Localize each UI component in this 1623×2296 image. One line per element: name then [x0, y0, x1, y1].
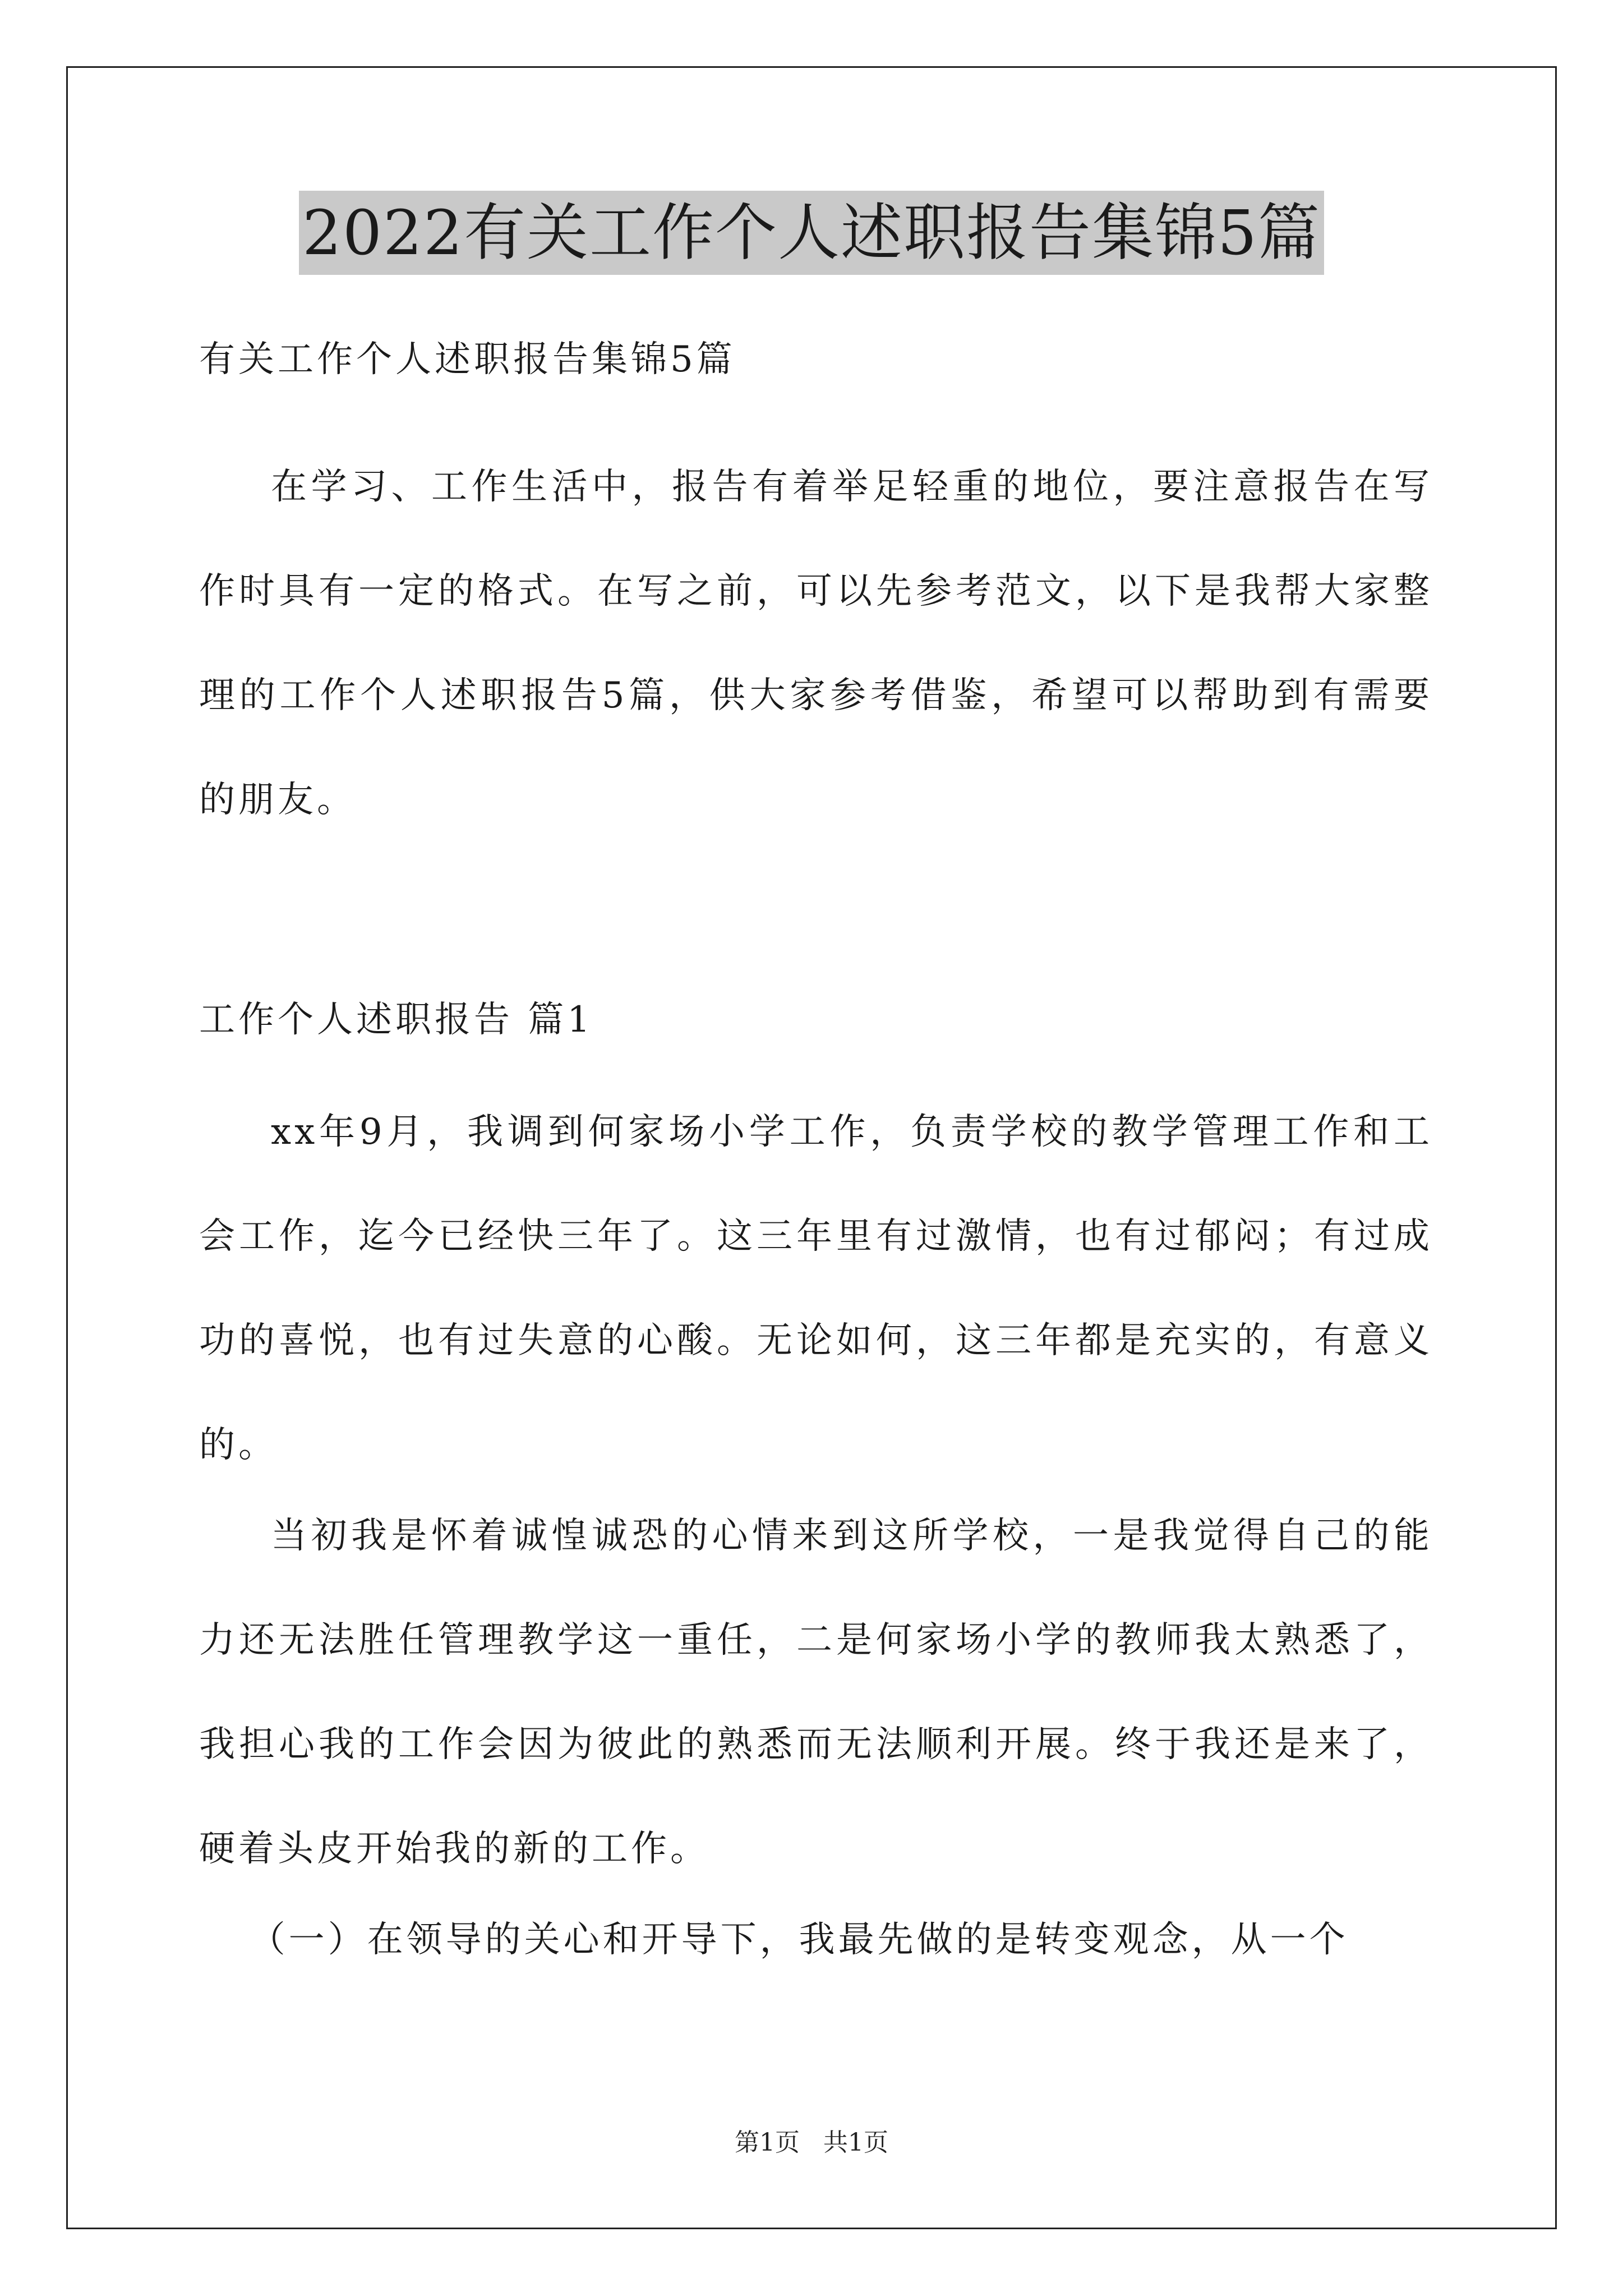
body-paragraph: 当初我是怀着诚惶诚恐的心情来到这所学校，一是我觉得自己的能力还无法胜任管理教学这一重任，二是何家场小学的教师我太熟悉了，我担心我的工作会因为彼此的熟悉而无法顺利开展。终于我还是来了，硬着头皮开始我的新的工作。	[199, 1515, 1433, 1870]
page-number: 第1页	[735, 2128, 800, 2157]
page-footer	[0, 2126, 1623, 2160]
document-title: 2022有关工作个人述职报告集锦5篇	[299, 191, 1324, 275]
body-paragraph: xx年9月，我调到何家场小学工作，负责学校的教学管理工作和工会工作，迄今已经快三年了。这三年里有过激情，也有过郁闷；有过成功的喜悦，也有过失意的心酸。无论如何，这三年都是充实的，有意义的。	[199, 1111, 1433, 1466]
body-paragraph: （一）在领导的关心和开导下，我最先做的是转变观念，从一个	[249, 1919, 1349, 1961]
intro-paragraph: 在学习、工作生活中，报告有着举足轻重的地位，要注意报告在写作时具有一定的格式。在写之前，可以先参考范文，以下是我帮大家整理的工作个人述职报告5篇，供大家参考借鉴，希望可以帮助到有需要的朋友。	[199, 466, 1433, 821]
document-subtitle: 有关工作个人述职报告集锦5篇	[199, 339, 736, 380]
section-heading: 工作个人述职报告 篇1	[199, 999, 594, 1041]
title-container	[0, 191, 1623, 275]
page-total: 共1页	[823, 2128, 888, 2157]
